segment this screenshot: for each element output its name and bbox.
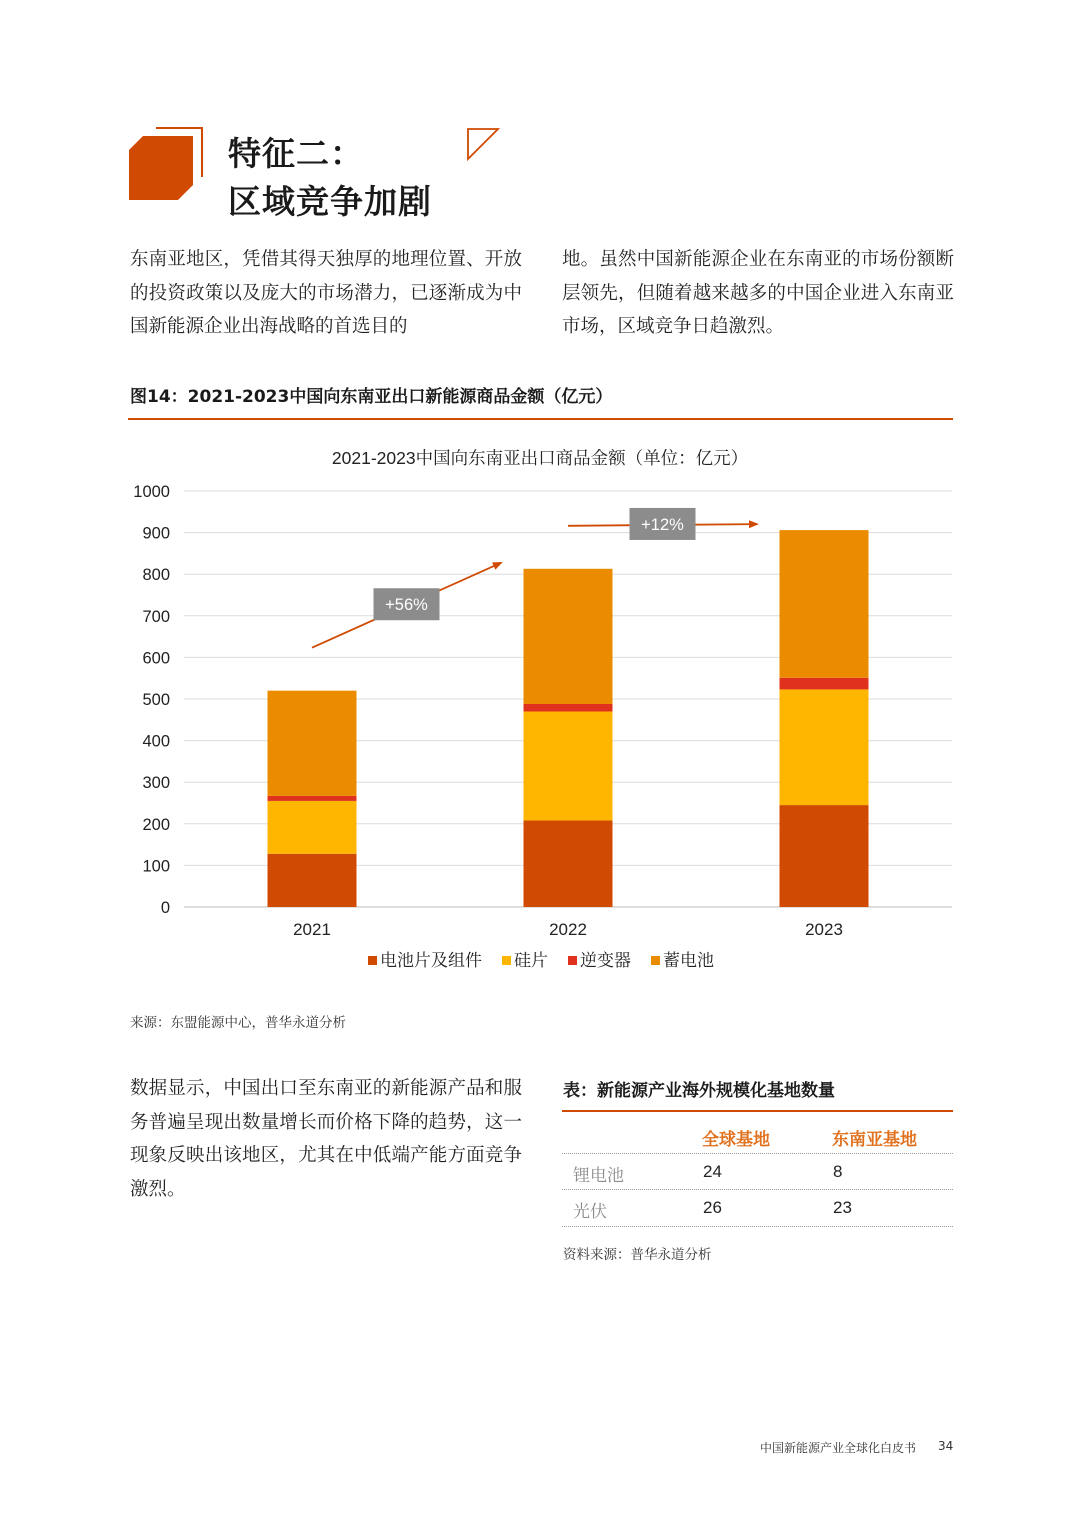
- legend-label: 蓄电池: [663, 951, 714, 970]
- legend-swatch: [502, 956, 511, 965]
- table-divider: [562, 1153, 953, 1154]
- figure-rule: [128, 418, 953, 420]
- table-caption: 表：新能源产业海外规模化基地数量: [563, 1081, 835, 1101]
- bar-segment: [524, 704, 613, 711]
- legend-label: 硅片: [514, 951, 548, 970]
- legend-swatch: [651, 956, 660, 965]
- table-cell-global: 24: [703, 1162, 722, 1181]
- bar-segment: [780, 530, 869, 678]
- table-source: 资料来源：普华永道分析: [563, 1247, 712, 1263]
- section-title-line1: 特征二：: [228, 134, 364, 173]
- section-hex-icon: [125, 125, 210, 205]
- body-paragraph-2: 数据显示，中国出口至东南亚的新能源产品和服务普遍呈现出数量增长而价格下降的趋势，这一现象反映出该地区，尤其在中低端产能方面竞争激烈。: [130, 1078, 522, 1200]
- y-tick-label: 700: [142, 607, 170, 626]
- bar-segment: [780, 805, 869, 907]
- y-tick-label: 500: [142, 691, 170, 709]
- corner-triangle-icon: [466, 127, 502, 163]
- table-divider: [562, 1226, 953, 1227]
- bar-segment: [268, 854, 357, 907]
- bar-segment: [524, 569, 613, 704]
- legend-swatch: [368, 956, 377, 965]
- bar-segment: [524, 711, 613, 820]
- y-tick-label: 100: [142, 857, 170, 876]
- table-cell-sea: 23: [833, 1198, 852, 1217]
- table-header-global: 全球基地: [702, 1130, 770, 1150]
- table-cell-sea: 8: [833, 1162, 843, 1181]
- y-tick-label: 900: [142, 524, 170, 543]
- table-row-label: 锂电池: [573, 1166, 624, 1186]
- x-tick-label: 2022: [549, 920, 587, 939]
- x-tick-label: 2021: [293, 920, 331, 939]
- bar-segment: [524, 820, 613, 907]
- table-divider: [562, 1189, 953, 1190]
- growth-label: +12%: [641, 515, 684, 534]
- figure-caption: 图14：2021-2023中国向东南亚出口新能源商品金额（亿元）: [130, 387, 613, 407]
- legend-label: 电池片及组件: [380, 951, 482, 970]
- table-cell-global: 26: [703, 1198, 722, 1217]
- table-rule: [562, 1110, 953, 1112]
- bar-segment: [268, 691, 357, 796]
- y-tick-label: 1000: [133, 483, 170, 501]
- chart-title: 2021-2023中国向东南亚出口商品金额（单位：亿元）: [331, 448, 749, 468]
- stacked-bar-chart: [120, 440, 960, 990]
- footer-page-number: 34: [938, 1439, 954, 1453]
- bar-segment: [268, 796, 357, 801]
- intro-left-paragraph: 东南亚地区，凭借其得天独厚的地理位置、开放的投资政策以及庞大的市场潜力，已逐渐成为中国新能源企业出海战略的首选目的: [130, 249, 522, 337]
- figure-source: 来源：东盟能源中心，普华永道分析: [130, 1015, 346, 1031]
- footer-doc-title: 中国新能源产业全球化白皮书: [760, 1441, 917, 1455]
- bar-segment: [268, 801, 357, 854]
- x-tick-label: 2023: [805, 920, 843, 939]
- legend-swatch: [568, 956, 577, 965]
- y-tick-label: 0: [160, 899, 170, 917]
- growth-label: +56%: [385, 596, 428, 615]
- section-title-line2: 区域竞争加剧: [228, 182, 432, 221]
- legend-label: 逆变器: [580, 951, 631, 970]
- y-tick-label: 600: [142, 649, 170, 668]
- bar-segment: [780, 689, 869, 805]
- table-header-sea: 东南亚基地: [832, 1130, 917, 1150]
- y-tick-label: 200: [142, 815, 170, 834]
- y-tick-label: 800: [142, 566, 170, 585]
- bar-segment: [780, 678, 869, 690]
- intro-right-paragraph: 地。虽然中国新能源企业在东南亚的市场份额断层领先，但随着越来越多的中国企业进入东南亚市场，区域竞争日趋激烈。: [562, 249, 954, 337]
- table-row-label: 光伏: [573, 1202, 607, 1222]
- y-tick-label: 300: [142, 774, 170, 793]
- y-tick-label: 400: [142, 732, 170, 751]
